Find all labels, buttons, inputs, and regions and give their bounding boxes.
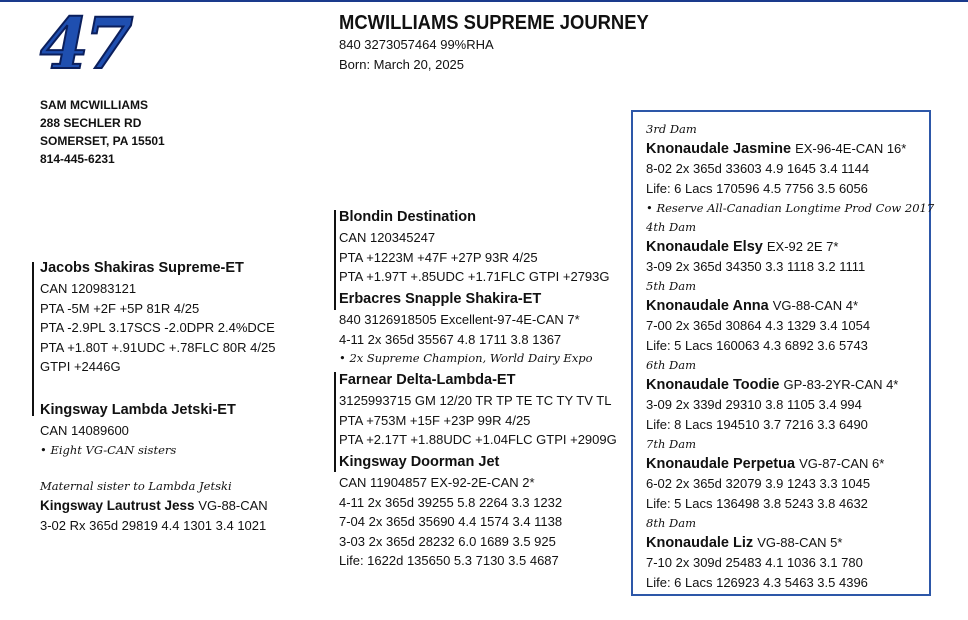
dam-8-label: 8th Dam: [646, 516, 696, 530]
sire-sire-name: Blondin Destination: [339, 209, 476, 225]
consignor-address1: 288 SECHLER RD: [40, 116, 142, 130]
sire-line: GTPI +2446G: [40, 359, 121, 374]
dam-note: • Eight VG-CAN sisters: [40, 442, 177, 457]
sire-sire-line: CAN 120345247: [339, 230, 436, 245]
dam-dam-name: Kingsway Doorman Jet: [339, 454, 500, 470]
dam-3-name: Knonaudale Jasmine: [646, 141, 792, 157]
dam-5-record: Life: 5 Lacs 160063 4.3 6892 3.6 5743: [646, 338, 868, 353]
dam-7-label: 7th Dam: [646, 437, 696, 451]
dam-4-label: 4th Dam: [646, 220, 696, 234]
sire-line: CAN 120983121: [40, 281, 137, 296]
sire-name: Jacobs Shakiras Supreme-ET: [40, 260, 244, 276]
dam-5-class: VG-88-CAN 4*: [772, 298, 859, 313]
maternal-sister-record: 3-02 Rx 365d 29819 4.4 1301 3.4 1021: [40, 518, 267, 533]
sire-sire-line: PTA +1.97T +.85UDC +1.71FLC GTPI +2793G: [339, 269, 610, 284]
dam-dam-line: 4-11 2x 365d 39255 5.8 2264 3.3 1232: [339, 494, 563, 510]
top-rule: [0, 0, 968, 2]
dam-3-record: Life: 6 Lacs 170596 4.5 7756 3.5 6056: [646, 181, 868, 196]
sire-line: PTA -2.9PL 3.17SCS -2.0DPR 2.4%DCE: [40, 320, 275, 335]
animal-name: MCWILLIAMS SUPREME JOURNEY: [339, 12, 649, 34]
dam-dam-line: 3-03 2x 365d 28232 6.0 1689 3.5 925: [339, 533, 556, 549]
dam-8-title: [646, 533, 934, 553]
dam-dam-line: Life: 1622d 135650 5.3 7130 3.5 4687: [339, 553, 559, 568]
animal-id: 840 3273057464 99%RHA: [339, 37, 494, 52]
sire-line: PTA -5M +2F +5P 81R 4/25: [40, 300, 200, 316]
sire-dam-name: Erbacres Snapple Shakira-ET: [339, 291, 542, 307]
dam-8-record: 7-10 2x 309d 25483 4.1 1036 3.1 780: [646, 555, 863, 570]
consignor-name: SAM MCWILLIAMS: [40, 98, 148, 112]
dam-dam-line: CAN 11904857 EX-92-2E-CAN 2*: [339, 475, 535, 490]
dam-sire-line: 3125993715 GM 12/20 TR TP TE TC TY TV TL: [339, 393, 612, 408]
dam-sire-line: PTA +753M +15F +23P 99R 4/25: [339, 412, 531, 428]
sire-line: PTA +1.80T +.91UDC +.78FLC 80R 4/25: [40, 339, 276, 355]
dam-8-record: Life: 6 Lacs 126923 4.3 5463 3.5 4396: [646, 575, 868, 590]
sire-sire-block: [339, 207, 610, 287]
dam-6-class: GP-83-2YR-CAN 4*: [783, 377, 899, 392]
sire-dam-note: • 2x Supreme Champion, World Dairy Expo: [339, 351, 593, 365]
dam-6-record: Life: 8 Lacs 194510 3.7 7216 3.3 6490: [646, 417, 868, 432]
dam-5-record: 7-00 2x 365d 30864 4.3 1329 3.4 1054: [646, 318, 871, 333]
dam-6-title: [646, 375, 934, 395]
dam-6-label: 6th Dam: [646, 358, 696, 372]
dam-7-title: [646, 454, 934, 474]
animal-born: Born: March 20, 2025: [339, 57, 465, 72]
dam-3-class: EX-96-4E-CAN 16*: [795, 141, 907, 156]
dam-sire-bracket: [334, 372, 336, 472]
dam-block: [40, 400, 236, 460]
dam-5-name: Knonaudale Anna: [646, 298, 769, 314]
dam-3-label: 3rd Dam: [646, 122, 697, 136]
maternal-sister-block: [40, 477, 268, 536]
sire-sire-line: PTA +1223M +47F +27P 93R 4/25: [339, 249, 538, 265]
animal-header: [339, 12, 676, 75]
dam-name: Kingsway Lambda Jetski-ET: [40, 402, 236, 418]
consignor-address2: SOMERSET, PA 15501: [40, 134, 165, 148]
maternal-sister-title: [40, 496, 268, 516]
dam-4-name: Knonaudale Elsy: [646, 239, 763, 255]
dam-4-title: [646, 237, 934, 257]
dam-4-record: 3-09 2x 365d 34350 3.3 1118 3.2 1111: [646, 259, 866, 274]
dam-6-record: 3-09 2x 339d 29310 3.8 1105 3.4 994: [646, 397, 862, 412]
dam-sire-name: Farnear Delta-Lambda-ET: [339, 372, 516, 388]
dam-3-note: • Reserve All-Canadian Longtime Prod Cow 2017: [646, 201, 935, 215]
cow-family-list: [646, 120, 934, 593]
sire-block: [40, 258, 275, 377]
dam-7-class: VG-87-CAN 6*: [799, 456, 885, 471]
consignor-info: [40, 96, 165, 168]
maternal-sister-class: VG-88-CAN: [198, 498, 268, 513]
dam-3-record: 8-02 2x 365d 33603 4.9 1645 3.4 1144: [646, 161, 870, 176]
dam-5-label: 5th Dam: [646, 279, 696, 293]
dam-sire-block: [339, 370, 617, 450]
lot-number: 47: [40, 2, 130, 85]
dam-dam-block: [339, 452, 562, 571]
dam-7-record: 6-02 2x 365d 32079 3.9 1243 3.3 1045: [646, 476, 871, 491]
dam-4-class: EX-92 2E 7*: [766, 239, 839, 254]
dam-sire-line: PTA +2.17T +1.88UDC +1.04FLC GTPI +2909G: [339, 432, 617, 447]
dam-8-class: VG-88-CAN 5*: [757, 535, 843, 550]
sire-dam-line: 4-11 2x 365d 35567 4.8 1711 3.8 1367: [339, 331, 562, 347]
maternal-sister-name: Kingsway Lautrust Jess: [40, 498, 195, 513]
sire-dam-line: 840 3126918505 Excellent-97-4E-CAN 7*: [339, 312, 580, 327]
dam-dam-line: 7-04 2x 365d 35690 4.4 1574 3.4 1138: [339, 514, 563, 529]
dam-5-title: [646, 296, 934, 316]
dam-8-name: Knonaudale Liz: [646, 535, 754, 551]
sire-bracket: [32, 262, 34, 416]
sire-dam-block: [339, 289, 593, 368]
dam-3-title: [646, 139, 934, 159]
consignor-phone: 814-445-6231: [40, 152, 115, 166]
sire-sire-bracket: [334, 210, 336, 310]
maternal-sister-label: Maternal sister to Lambda Jetski: [40, 479, 232, 493]
dam-7-record: Life: 5 Lacs 136498 3.8 5243 3.8 4632: [646, 496, 868, 511]
dam-6-name: Knonaudale Toodie: [646, 377, 780, 393]
dam-line: CAN 14089600: [40, 423, 129, 438]
dam-7-name: Knonaudale Perpetua: [646, 456, 796, 472]
